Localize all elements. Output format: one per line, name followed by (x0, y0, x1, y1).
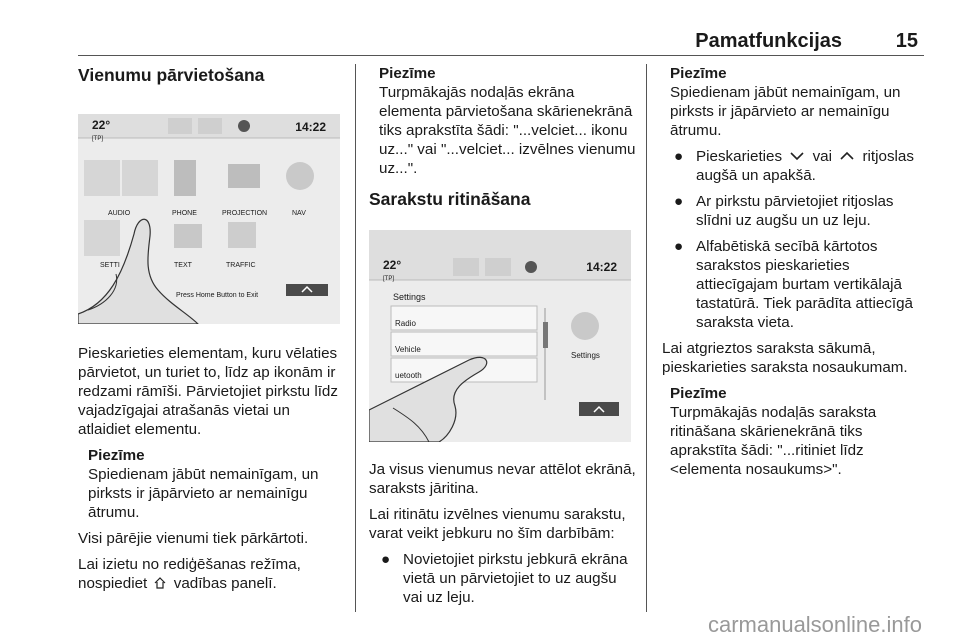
column-3 (662, 64, 932, 486)
screen-tp: [TP] (383, 276, 395, 282)
screen-time: 14:22 (295, 120, 326, 134)
column-1 (78, 64, 346, 600)
paragraph-scroll-options: Lai ritinātu izvēlnes vienumu sarakstu, varat veikt jebkuru no šīm darbībām: (369, 506, 626, 542)
phone-icon (174, 160, 196, 196)
tile-label-phone: PHONE (172, 210, 197, 217)
note-title: Piezīme (670, 385, 727, 402)
settings-side-label: Settings (571, 351, 600, 360)
column-2 (369, 64, 637, 614)
note-title: Piezīme (670, 65, 727, 82)
paragraph-rearrange: Visi pārējie vienumi tiek pārkārtoti. (78, 530, 309, 547)
note-1 (88, 446, 346, 522)
screen-temperature: 22° (92, 118, 111, 132)
note-text: Turpmākajās nodaļās ekrāna elementa pārvietošana skārienekrānā tiks aprakstīta šādi: "...velciet... ikonu uz..." vai "...velciet... izvēlnes vienumu uz...". (379, 84, 636, 177)
list-item-vehicle: Vehicle (395, 345, 421, 354)
tile-label-audio: AUDIO (108, 210, 131, 217)
tile-label-settings: SETTI (100, 262, 120, 269)
screen-tp: [TP] (92, 136, 104, 142)
home-button-icon (153, 576, 167, 590)
note-2 (379, 64, 637, 178)
tile-label-text: TEXT (174, 262, 192, 269)
column-divider-1 (355, 64, 356, 612)
page-number: 15 (895, 30, 918, 52)
scrollbar-thumb (543, 322, 548, 348)
section-heading-move-items: Vienumu pārvietošana (78, 65, 265, 85)
note-4 (670, 384, 932, 479)
header-title: Pamatfunkcijas (695, 30, 842, 52)
paragraph-move-instructions: Pieskarieties elementam, kuru vēlaties pārvietot, un turiet to, līdz ap ikonām ir redzami rāmīši. Pārvietojiet pirkstu līdz vajadzīgajai atrašanās vietai un atlaidiet elementu. (78, 345, 338, 438)
column-divider-2 (646, 64, 647, 612)
tile-label-nav: NAV (292, 210, 306, 217)
home-icon-dot (238, 120, 250, 132)
note-text: Turpmākajās nodaļās saraksta ritināšana skārienekrānā tiks aprakstīta šādi: "...ritiniet līdz <elementa nosaukums>". (670, 404, 877, 478)
home-icon-dot (525, 261, 537, 273)
projection-icon (228, 164, 260, 188)
chevron-up-icon (839, 150, 855, 162)
note-text: Spiedienam jābūt nemainīgam, un pirksts ir jāpārvieto ar nemainīgu ātrumu. (670, 84, 901, 139)
text-icon (174, 224, 202, 248)
screen-time: 14:22 (586, 260, 617, 274)
list-item: ● Alfabētiskā secībā kārtotos sarakstos pieskarieties attiecīgajam burtam vertikālajā tastatūrā. Tiek parādīta attiecīgā saraksta vieta. (674, 238, 913, 331)
list-item: ● Novietojiet pirkstu jebkurā ekrāna vietā un pārvietojiet to uz augšu vai uz leju. (381, 551, 628, 606)
list-item: ● Pieskarieties vai ritjoslas augšā un apakšā. (674, 148, 914, 184)
tile-label-traffic: TRAFFIC (226, 262, 256, 269)
watermark: carmanualsonline.info (707, 612, 922, 637)
list-item-bluetooth: uetooth (395, 371, 422, 380)
note-text: Spiedienam jābūt nemainīgam, un pirksts ir jāpārvieto ar nemainīgu ātrumu. (88, 466, 319, 521)
traffic-icon (228, 222, 256, 248)
header-rule (78, 55, 924, 56)
section-heading-scroll-lists: Sarakstu ritināšana (369, 189, 531, 209)
scroll-methods-list (662, 147, 932, 332)
screen-hint: Press Home Button to Exit (176, 292, 259, 299)
note-title: Piezīme (88, 447, 145, 464)
up-arrow-button (579, 402, 619, 416)
list-item: ● Ar pirkstu pārvietojiet ritjoslas slīdni uz augšu un uz leju. (674, 193, 894, 229)
screen-illustration-home (78, 114, 340, 324)
paragraph-scroll-needed: Ja visus vienumus nevar attēlot ekrānā, saraksts jāritina. (369, 461, 636, 497)
paragraph-return-to-top: Lai atgrieztos saraksta sākumā, pieskarieties saraksta nosaukumam. (662, 340, 908, 376)
list-item-radio: Radio (395, 319, 416, 328)
screen-temperature: 22° (383, 258, 402, 272)
nav-icon (286, 162, 314, 190)
screen-illustration-list (369, 230, 631, 442)
scroll-options-list (369, 550, 637, 607)
paragraph-exit-edit: Lai izietu no rediģēšanas režīma, nospiediet vadības panelī. (78, 556, 301, 592)
note-3 (670, 64, 932, 140)
tile-label-projection: PROJECTION (222, 210, 268, 217)
note-title: Piezīme (379, 65, 436, 82)
page-header (0, 0, 960, 60)
list-title: Settings (393, 292, 426, 302)
settings-gear-icon (571, 312, 599, 340)
up-arrow-button (286, 284, 328, 296)
chevron-down-icon (789, 150, 805, 162)
